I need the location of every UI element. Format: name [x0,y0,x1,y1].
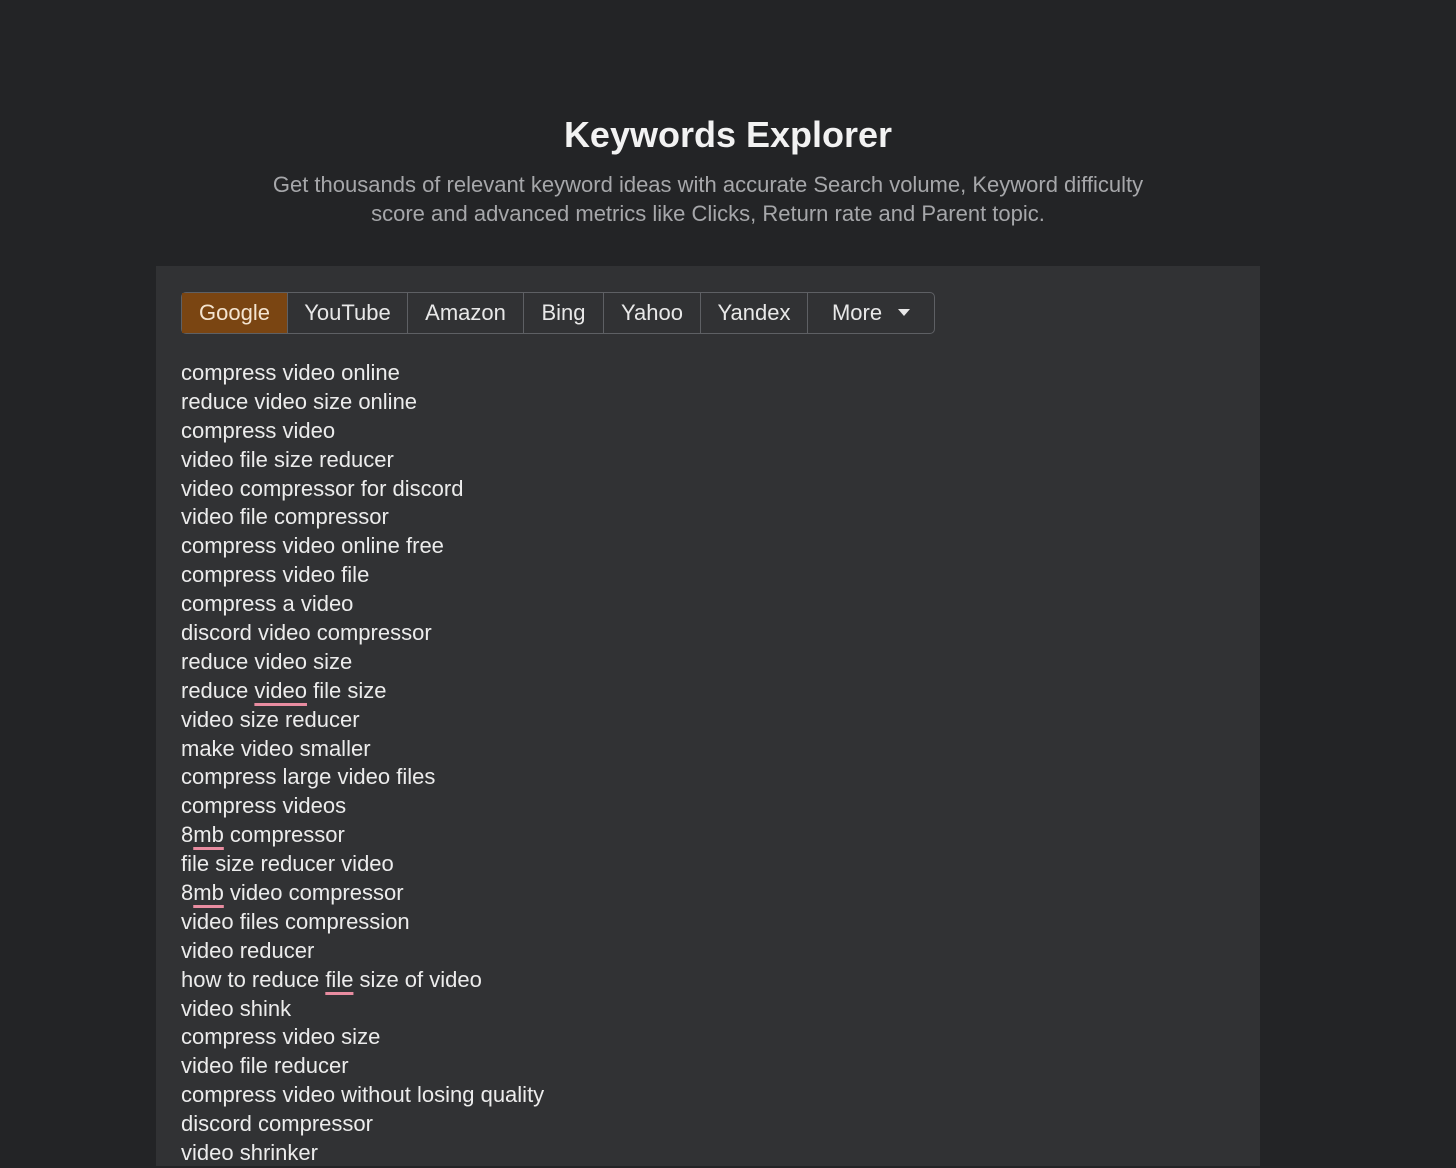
page-subtitle: Get thousands of relevant keyword ideas with accurate Search volume, Keyword difficulty score and advanced metrics like Clicks, Return rate and Parent topic. [272,172,1144,226]
spellcheck-word: video [254,677,307,703]
tab-amazon[interactable]: Amazon [408,293,524,333]
more-label: More [831,300,883,325]
search-engine-tabs [181,292,935,334]
keyword-text: make video smaller [181,735,371,761]
keyword-text: video reducer [181,937,315,963]
tab-yahoo[interactable]: Yahoo [604,293,701,333]
keyword-text: compress video [181,417,336,443]
keyword-item [181,648,544,677]
keyword-text: 8 [181,880,194,906]
tab-more-dropdown[interactable] [808,293,934,333]
keyword-text: compressor [223,822,345,848]
keyword-text: compress video online [181,360,400,385]
keyword-item [181,561,544,590]
keyword-item [181,446,544,475]
keyword-text: compress a video [181,591,354,617]
keyword-item [181,966,544,995]
keyword-text: size of video [353,966,482,992]
tab-youtube[interactable]: YouTube [288,293,408,333]
tab-google[interactable]: Google [182,293,288,333]
keyword-item [181,475,544,504]
spellcheck-word: mb [193,822,224,848]
keyword-item [181,706,544,735]
spellcheck-word: mb [193,880,224,906]
keyword-item [181,677,544,706]
keyword-item [181,619,544,648]
keyword-text: video shrinker [181,1140,318,1166]
keyword-item [181,1081,544,1110]
keyword-item [181,792,544,821]
keyword-text: compress video size [181,1024,381,1050]
keyword-item [181,908,544,937]
keyword-text: video compressor [223,880,404,906]
tab-bing[interactable]: Bing [524,293,604,333]
keyword-text: video file compressor [181,504,389,530]
keyword-text: reduce video size [181,648,353,674]
keyword-item [181,763,544,792]
keyword-text: reduce video size online [181,388,418,414]
keyword-item [181,735,544,764]
keyword-text: discord video compressor [181,620,432,646]
keyword-text: video shink [181,995,292,1021]
keyword-text: video file reducer [181,1053,349,1079]
page-title: Keywords Explorer [563,114,893,155]
keyword-text: video compressor for discord [181,475,464,501]
keyword-item [181,995,544,1024]
keyword-item [181,503,544,532]
keyword-text: video file size reducer [181,446,394,472]
keyword-item [181,590,544,619]
keyword-item [181,879,544,908]
keyword-text: compress video without losing quality [181,1082,545,1108]
keyword-text: compress large video files [181,764,436,790]
keyword-text: compress video file [181,562,370,588]
keyword-item [181,1139,544,1168]
keyword-item [181,532,544,561]
keyword-item [181,1023,544,1052]
keyword-item [181,937,544,966]
keyword-text: compress videos [181,793,347,819]
keyword-text: file size [306,677,387,703]
keyword-text: file size reducer video [181,851,394,877]
keyword-text: reduce [181,677,255,703]
spellcheck-word: file [325,966,354,992]
keyword-text: how to reduce [181,966,326,992]
keyword-text: discord compressor [181,1111,373,1137]
keyword-text: video size reducer [181,706,360,732]
keywords-panel [156,266,1260,1166]
keyword-text: video files compression [181,908,410,934]
caret-down-icon [898,309,910,316]
keyword-item [181,388,544,417]
keyword-item [181,850,544,879]
keyword-item [181,1110,544,1139]
tab-yandex[interactable]: Yandex [701,293,808,333]
keyword-text: 8 [181,822,194,848]
keyword-item [181,359,544,388]
keyword-text: compress video online free [181,533,444,559]
keyword-list [181,359,544,1168]
keyword-item [181,821,544,850]
keyword-item [181,1052,544,1081]
keyword-item [181,417,544,446]
